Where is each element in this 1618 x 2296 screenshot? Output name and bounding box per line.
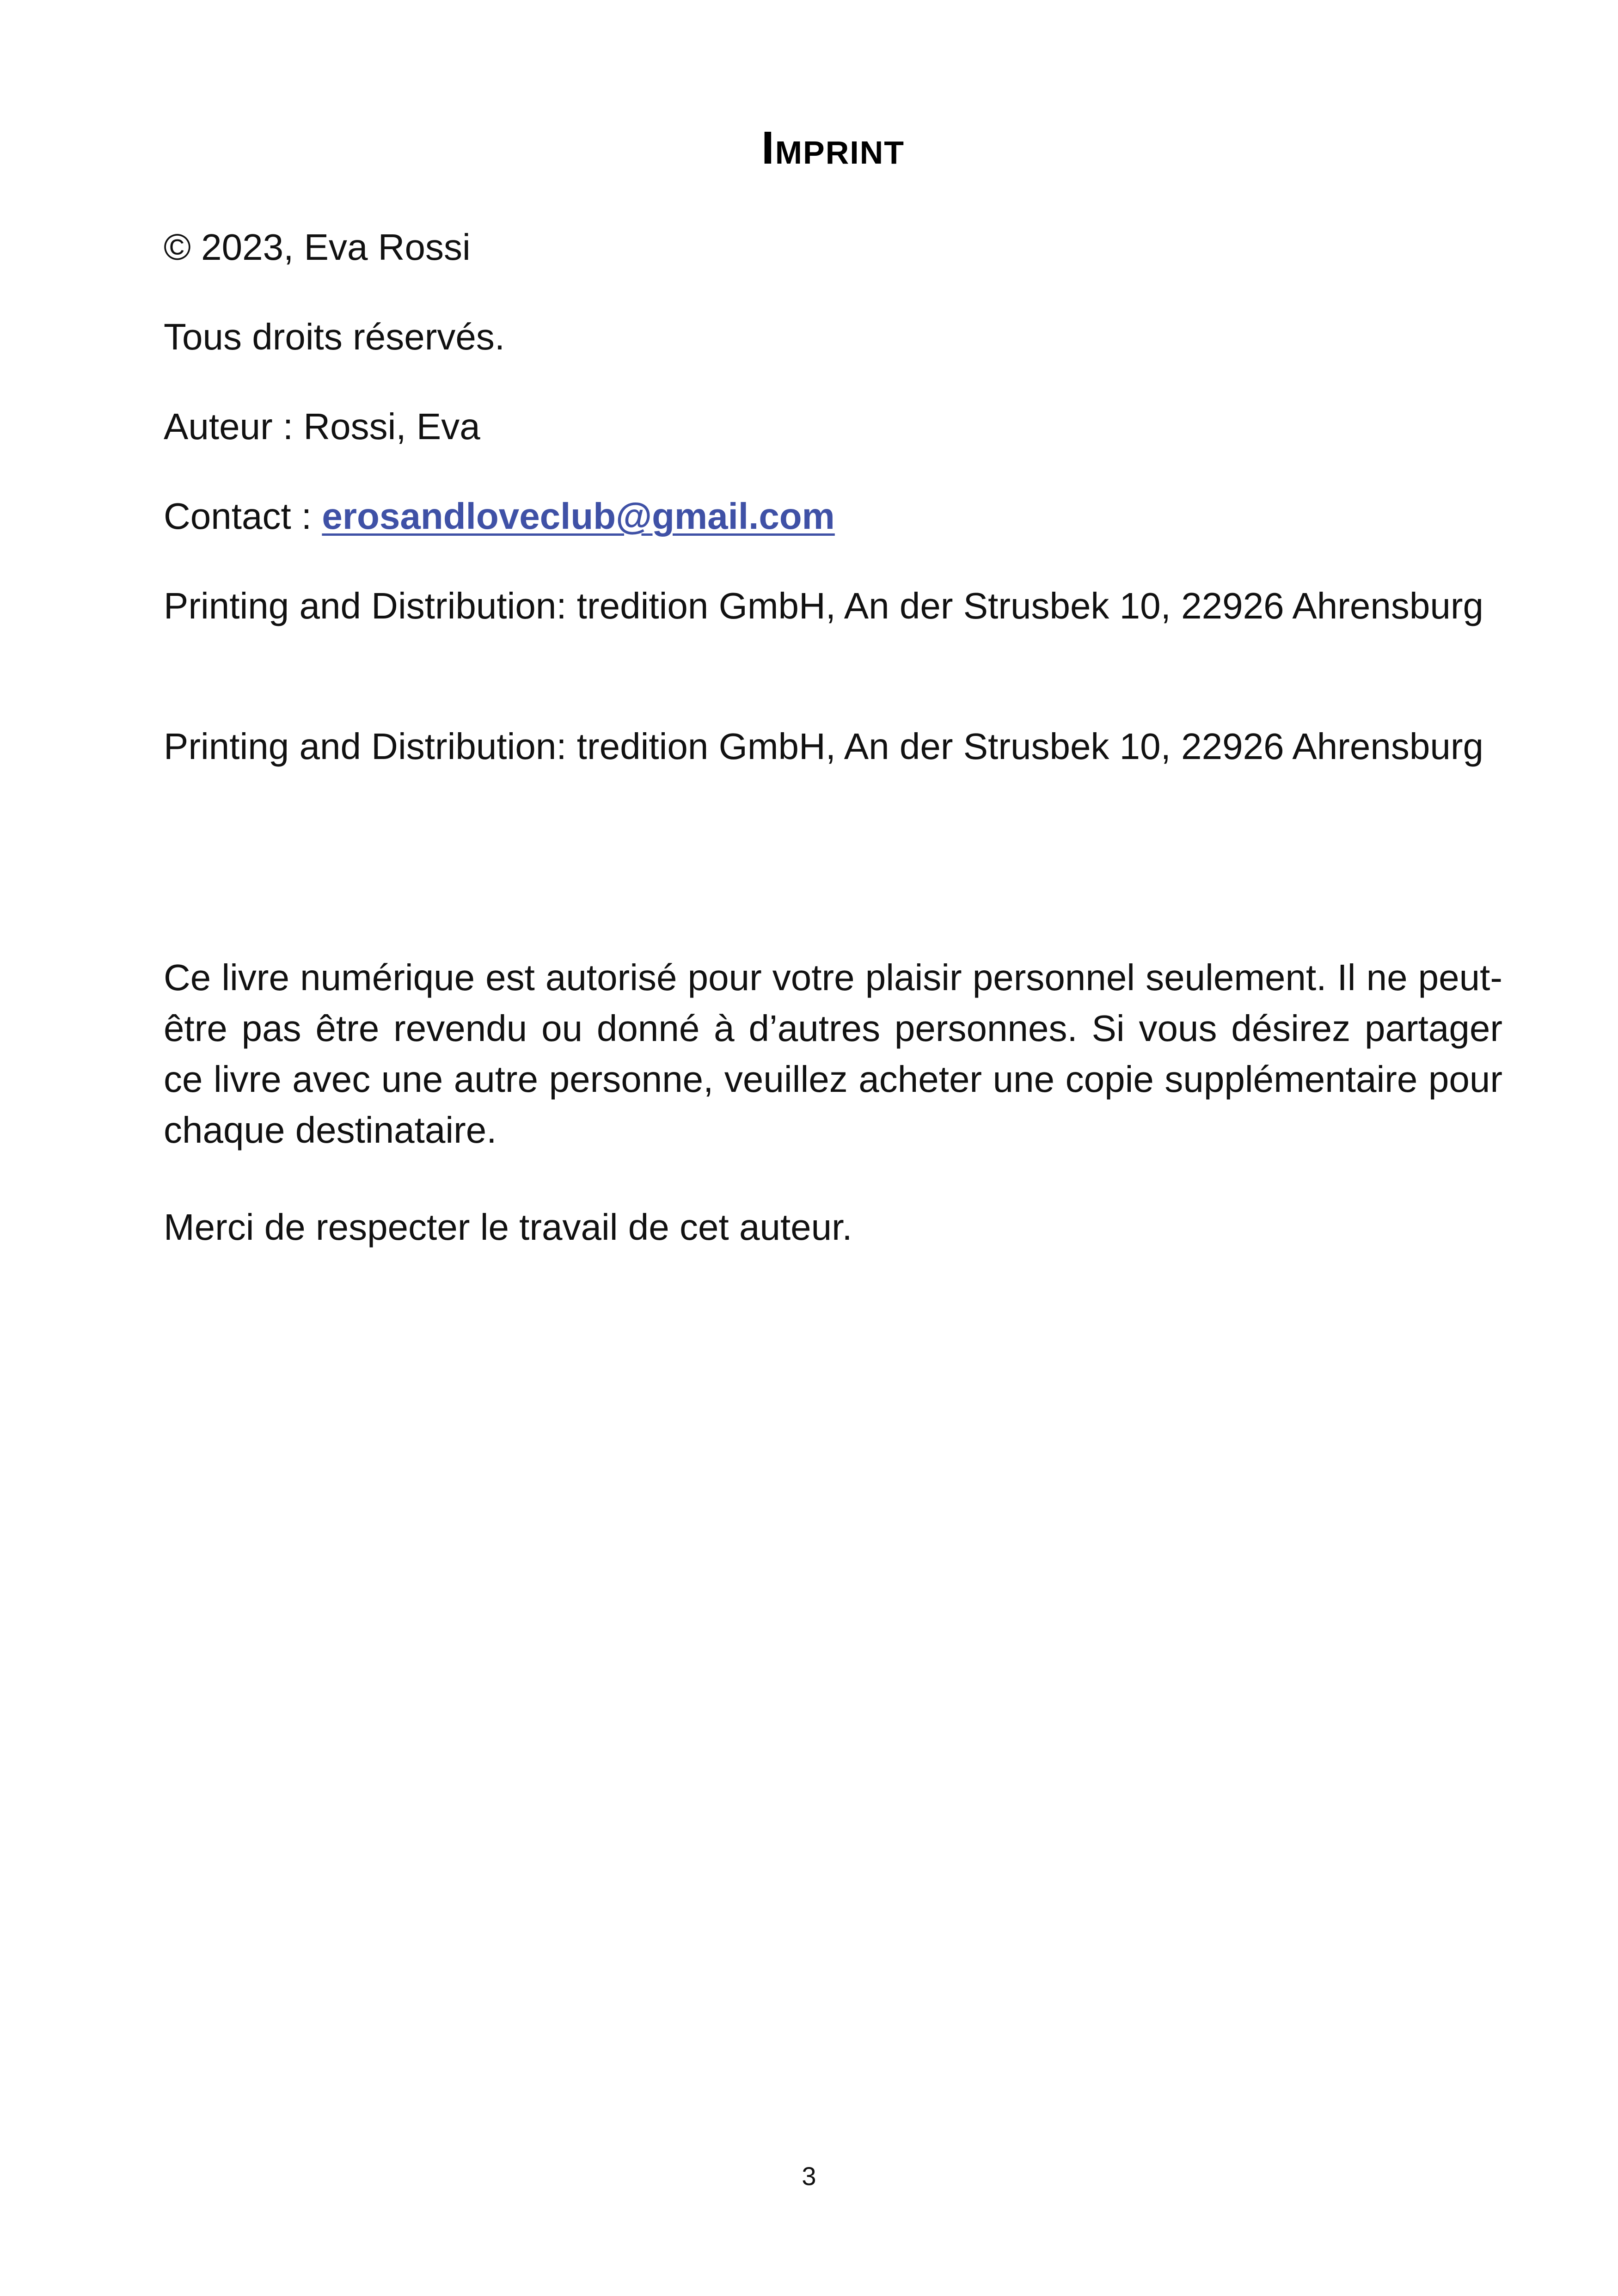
page-title: Imprint <box>761 122 905 174</box>
license-paragraph: Ce livre numérique est autorisé pour votre plaisir personnel seulement. Il ne peut-être pas être revendu ou donné à d’autres personnes. Si vous désirez partager ce livre avec une autre personne, veuillez acheter une copie supplémentaire pour chaque destinataire. <box>164 957 1502 1151</box>
contact-label: Contact : <box>164 496 322 537</box>
printing-distribution-1: Printing and Distribution: tredition GmbH, An der Strusbek 10, 22926 Ahrensburg <box>164 585 1483 626</box>
printing-distribution-2: Printing and Distribution: tredition GmbH, An der Strusbek 10, 22926 Ahrensburg <box>164 726 1483 767</box>
contact-line <box>164 491 1502 542</box>
copyright-line: © 2023, Eva Rossi <box>164 227 471 268</box>
contact-email-link[interactable]: erosandloveclub@gmail.com <box>322 496 835 537</box>
page-number: 3 <box>802 2161 816 2191</box>
rights-line: Tous droits réservés. <box>164 316 505 357</box>
thanks-line: Merci de respecter le travail de cet auteur. <box>164 1206 852 1248</box>
author-line: Auteur : Rossi, Eva <box>164 406 480 447</box>
